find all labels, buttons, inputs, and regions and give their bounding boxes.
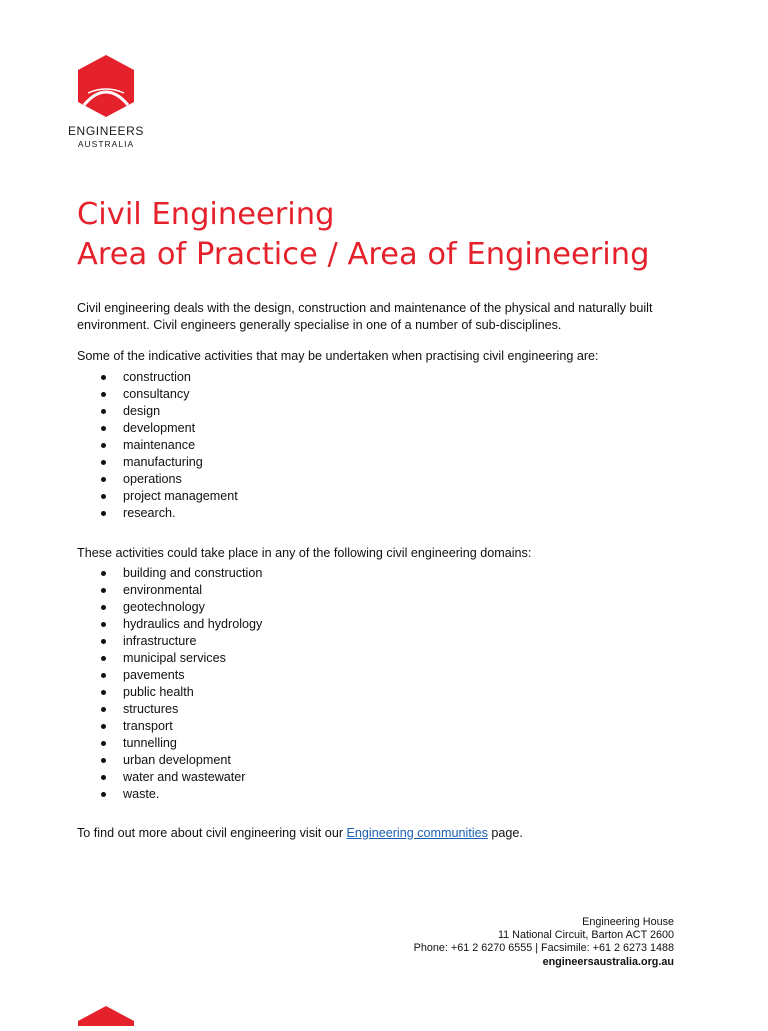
list-item: tunnelling (77, 735, 697, 752)
hexagon-logo-icon (76, 1006, 136, 1026)
list-item: urban development (77, 752, 697, 769)
next-page-logo-fragment (76, 1006, 136, 1031)
closing-paragraph (77, 825, 697, 842)
list-item: maintenance (77, 437, 697, 454)
list-item: project management (77, 488, 697, 505)
activities-heading: Some of the indicative activities that may be undertaken when practising civil engineering are: (77, 349, 599, 363)
footer-address (414, 916, 674, 969)
list-item: infrastructure (77, 633, 697, 650)
list-item: public health (77, 684, 697, 701)
footer-website: engineersaustralia.org.au (542, 955, 674, 968)
closing-text-after: page. (487, 826, 523, 840)
title-line-2: Area of Practice / Area of Engineering (77, 237, 650, 272)
footer-street: 11 National Circuit, Barton ACT 2600 (497, 929, 674, 942)
logo-text-engineers: ENGINEERS (67, 124, 145, 138)
list-item: hydraulics and hydrology (77, 616, 697, 633)
intro-paragraph: Civil engineering deals with the design, construction and maintenance of the physical and naturally built environment. Civil engineers generally specialise in one of a number of sub-disciplines. (77, 301, 653, 332)
hexagon-logo-icon (76, 55, 136, 119)
activities-list (77, 369, 697, 522)
footer-phone: Phone: +61 2 6270 6555 | Facsimile: +61 2 6273 1488 (413, 942, 674, 955)
list-item: transport (77, 718, 697, 735)
list-item: operations (77, 471, 697, 488)
list-item: construction (77, 369, 697, 386)
list-item: research. (77, 505, 697, 522)
list-item: geotechnology (77, 599, 697, 616)
list-item: building and construction (77, 565, 697, 582)
title-line-1: Civil Engineering (77, 197, 335, 232)
list-item: consultancy (77, 386, 697, 403)
logo-text-australia: AUSTRALIA (77, 139, 135, 149)
page-title (77, 195, 649, 275)
list-item: structures (77, 701, 697, 718)
list-item: municipal services (77, 650, 697, 667)
engineering-communities-link[interactable]: Engineering communities (346, 826, 488, 840)
list-item: waste. (77, 786, 697, 803)
engineers-australia-logo (66, 55, 146, 149)
domains-list (77, 565, 697, 803)
list-item: design (77, 403, 697, 420)
list-item: pavements (77, 667, 697, 684)
domains-heading: These activities could take place in any of the following civil engineering domains: (77, 545, 532, 560)
list-item: water and wastewater (77, 769, 697, 786)
list-item: environmental (77, 582, 697, 599)
footer-building: Engineering House (582, 916, 674, 928)
closing-text-before: To find out more about civil engineering visit our (77, 826, 347, 840)
list-item: manufacturing (77, 454, 697, 471)
list-item: development (77, 420, 697, 437)
document-body (77, 300, 697, 842)
